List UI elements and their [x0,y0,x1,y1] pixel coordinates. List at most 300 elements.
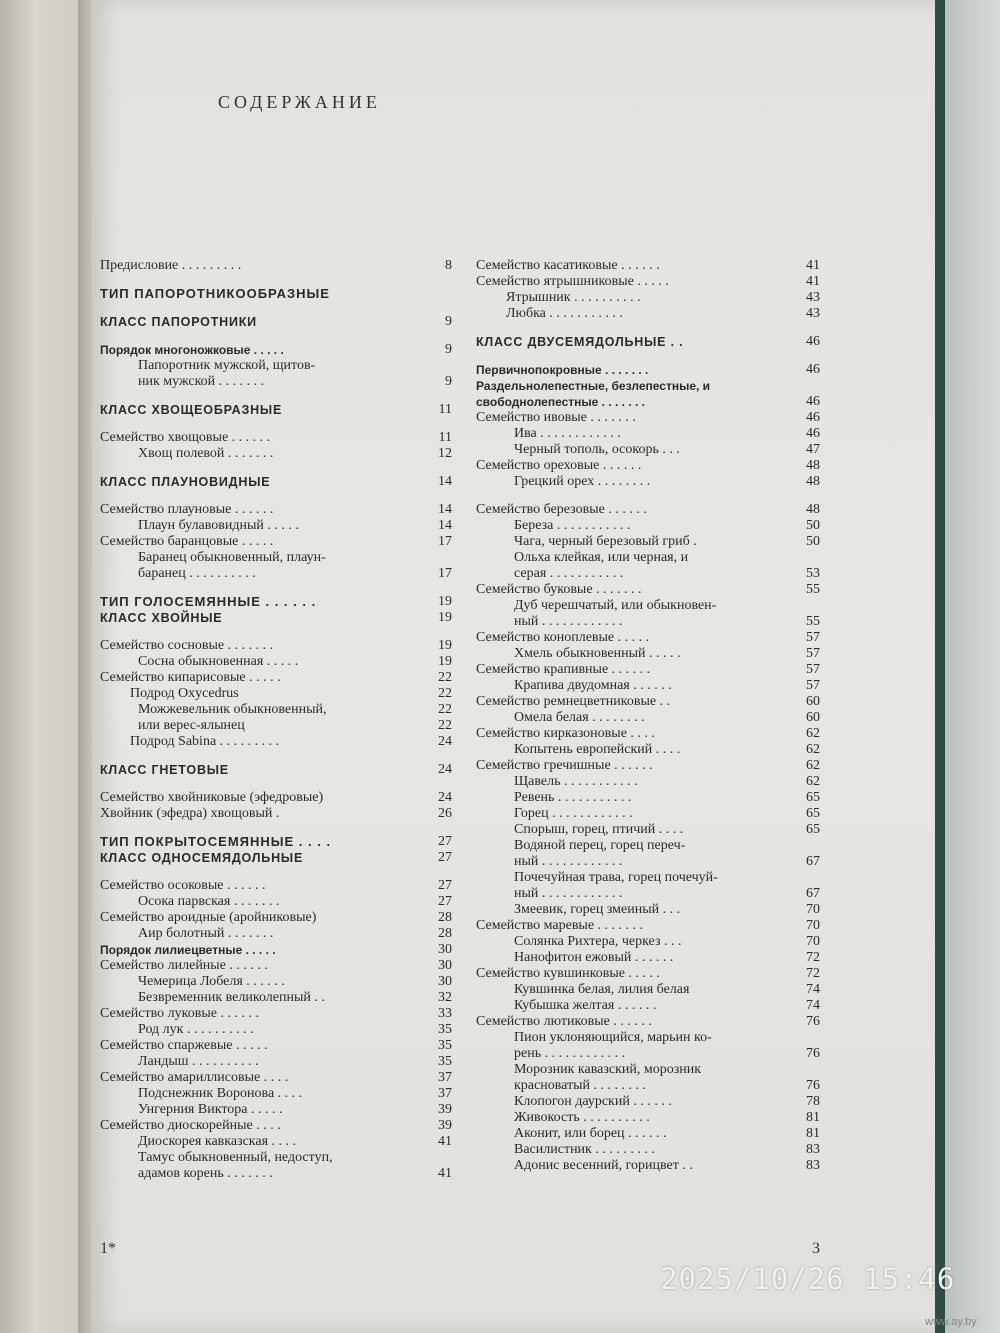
toc-entry [476,426,820,442]
toc-entry [100,342,452,358]
toc-entry-title: красноватый . . . . . . . . [514,1078,647,1093]
toc-entry-page: 60 [806,710,820,725]
page-title: СОДЕРЖАНИЕ [218,92,381,112]
toc-entry [476,774,820,790]
toc-entry-page: 72 [806,950,820,965]
toc-entry [100,1006,452,1022]
toc-entry-page: 8 [445,258,452,273]
toc-entry-title: Семейство ивовые . . . . . . . [476,410,636,425]
toc-entry-page: 17 [438,566,452,581]
toc-entry [476,758,820,774]
toc-entry [476,502,820,518]
toc-entry-page: 76 [806,1014,820,1029]
toc-entry-page: 27 [438,850,452,865]
toc-entry-title: Морозник кавазский, морозник [514,1062,702,1077]
toc-entry-page: 27 [438,894,452,909]
toc-entry-page: 28 [438,910,452,925]
toc-entry-page: 55 [806,614,820,629]
toc-entry [476,630,820,646]
toc-entry-title: Береза . . . . . . . . . . . [514,518,631,533]
toc-entry [476,274,820,290]
toc-entry-title: Сосна обыкновенная . . . . . [138,654,299,669]
toc-entry-title: свободнолепестные . . . . . . . [476,395,646,409]
toc-entry-page: 22 [438,670,452,685]
toc-entry [100,894,452,910]
toc-entry-title: Ревень . . . . . . . . . . . [514,790,632,805]
toc-entry-title: рень . . . . . . . . . . . . [514,1046,626,1061]
toc-entry [476,902,820,918]
toc-entry-title: Семейство ореховые . . . . . . [476,458,642,473]
toc-entry [100,718,452,734]
toc-entry-page: 62 [806,758,820,773]
toc-entry [100,850,452,866]
toc-entry [100,1102,452,1118]
toc-entry-page: 83 [806,1142,820,1157]
toc-entry-title: Семейство диоскорейные . . . . [100,1118,281,1133]
toc-entry [476,982,820,998]
toc-entry-page: 9 [445,342,452,357]
toc-entry [100,550,452,566]
toc-entry-title: Семейство плауновые . . . . . . [100,502,274,517]
toc-entry [476,1094,820,1110]
toc-entry-title: Клопогон даурский . . . . . . [514,1094,672,1109]
toc-entry-title: серая . . . . . . . . . . . [514,566,624,581]
toc-entry [476,1158,820,1174]
toc-entry-title: Семейство луковые . . . . . . [100,1006,259,1021]
toc-entry-title: адамов корень . . . . . . . [138,1166,273,1181]
toc-entry-title: Солянка Рихтера, черкез . . . [514,934,682,949]
toc-entry-title: Семейство березовые . . . . . . [476,502,647,517]
toc-entry-title: Семейство крапивные . . . . . . [476,662,651,677]
toc-entry-title: Семейство буковые . . . . . . . [476,582,642,597]
toc-entry-title: Кубышка желтая . . . . . . [514,998,657,1013]
toc-entry [476,1046,820,1062]
toc-entry-page: 11 [438,430,452,445]
toc-entry-page: 62 [806,774,820,789]
toc-entry-title: Первичнопокровные . . . . . . . [476,363,649,377]
toc-entry-title: Семейство маревые . . . . . . . [476,918,644,933]
toc-entry-title: Подснежник Воронова . . . . [138,1086,303,1101]
toc-entry [476,1110,820,1126]
toc-entry-title: ТИП ПАПОРОТНИКООБРАЗНЫЕ [100,286,330,301]
toc-entry-page: 27 [438,834,452,849]
toc-entry-page: 9 [445,314,452,329]
toc-entry-page: 74 [806,982,820,997]
toc-entry [100,358,452,374]
toc-entry-title: Кувшинка белая, лилия белая [514,982,690,997]
toc-entry-page: 41 [438,1134,452,1149]
toc-entry-title: Ятрышник . . . . . . . . . . [506,290,641,305]
toc-entry [100,1022,452,1038]
toc-entry [100,790,452,806]
toc-entry [100,474,452,490]
toc-entry [100,534,452,550]
toc-entry-title: Тамус обыкновенный, недоступ, [138,1150,333,1165]
toc-entry-title: Аир болотный . . . . . . . [138,926,274,941]
toc-entry-page: 43 [806,306,820,321]
toc-entry-title: Семейство ремнецветниковые . . [476,694,671,709]
toc-entry [476,790,820,806]
toc-entry-page: 62 [806,726,820,741]
toc-entry [476,518,820,534]
toc-entry-title: КЛАСС ПЛАУНОВИДНЫЕ [100,475,271,489]
toc-entry [100,594,452,610]
toc-entry-title: КЛАСС ХВОЙНЫЕ [100,611,223,625]
toc-entry [476,378,820,394]
toc-entry-title: Хвощ полевой . . . . . . . [138,446,274,461]
toc-entry-page: 14 [438,518,452,533]
toc-entry-page: 22 [438,718,452,733]
toc-entry-title: Водяной перец, горец переч- [514,838,686,853]
toc-entry [476,614,820,630]
toc-entry-title: Ольха клейкая, или черная, и [514,550,689,565]
toc-entry-page: 48 [806,474,820,489]
toc-entry-page: 37 [438,1070,452,1085]
toc-entry [100,1150,452,1166]
toc-entry [476,998,820,1014]
toc-entry [476,886,820,902]
toc-entry-page: 50 [806,518,820,533]
toc-entry-title: ный . . . . . . . . . . . . [514,614,623,629]
toc-entry [100,402,452,418]
toc-entry-page: 17 [438,534,452,549]
toc-entry [476,442,820,458]
toc-entry [100,686,452,702]
toc-entry-page: 46 [806,426,820,441]
toc-entry-page: 41 [806,258,820,273]
toc-entry-page: 70 [806,918,820,933]
book-cover-edge [935,0,945,1333]
toc-entry-title: Грецкий орех . . . . . . . . [514,474,651,489]
toc-entry [476,534,820,550]
toc-entry-title: ный . . . . . . . . . . . . [514,886,623,901]
toc-entry-page: 55 [806,582,820,597]
toc-entry-page: 14 [438,474,452,489]
toc-entry [100,1054,452,1070]
toc-entry-page: 74 [806,998,820,1013]
toc-right-column [476,258,820,1174]
toc-entry-page: 57 [806,646,820,661]
toc-entry [100,654,452,670]
toc-entry-page: 24 [438,734,452,749]
toc-entry-title: Осока парвская . . . . . . . [138,894,280,909]
toc-entry-page: 39 [438,1102,452,1117]
toc-entry-title: Дуб черешчатый, или обыкновен- [514,598,717,613]
toc-entry [476,1078,820,1094]
toc-entry-title: Подрод Sabina . . . . . . . . . [130,734,280,749]
toc-entry [100,502,452,518]
toc-entry-title: Ива . . . . . . . . . . . . [514,426,621,441]
page-number: 3 [812,1240,820,1257]
toc-entry [476,822,820,838]
toc-entry [100,610,452,626]
toc-entry [100,258,452,274]
toc-entry [100,878,452,894]
toc-entry-title: Семейство хвойниковые (эфедровые) [100,790,324,805]
toc-entry [476,1014,820,1030]
toc-entry-page: 35 [438,1038,452,1053]
toc-entry-page: 57 [806,678,820,693]
toc-entry [100,518,452,534]
toc-entry [476,1062,820,1078]
toc-entry-title: Семейство ятрышниковые . . . . . [476,274,669,289]
photo-timestamp: 2025/10/26 15:46 [660,1262,956,1296]
toc-entry-page: 19 [438,654,452,669]
toc-entry [100,1070,452,1086]
toc-entry [476,362,820,378]
toc-entry-page: 28 [438,926,452,941]
toc-entry-title: Щавель . . . . . . . . . . . [514,774,638,789]
toc-entry-title: Почечуйная трава, горец почечуй- [514,870,718,885]
toc-entry-title: Нанофитон ежовый . . . . . . [514,950,674,965]
toc-entry-page: 41 [806,274,820,289]
toc-entry-page: 72 [806,966,820,981]
toc-entry-title: Раздельнолепестные, безлепестные, и [476,379,711,393]
toc-entry-title: Ландыш . . . . . . . . . . [138,1054,259,1069]
toc-entry-title: Безвременник великолепный . . [138,990,325,1005]
toc-entry-title: Семейство кувшинковые . . . . . [476,966,660,981]
toc-entry-title: Змеевик, горец змеиный . . . [514,902,681,917]
toc-entry [476,854,820,870]
toc-entry-page: 22 [438,686,452,701]
toc-entry-page: 78 [806,1094,820,1109]
toc-entry-title: Семейство амариллисовые . . . . [100,1070,289,1085]
toc-entry [100,286,452,302]
toc-entry-title: Диоскорея кавказская . . . . [138,1134,297,1149]
toc-entry [100,314,452,330]
toc-entry [100,638,452,654]
toc-entry-page: 57 [806,630,820,645]
toc-entry [476,410,820,426]
toc-entry [476,918,820,934]
toc-entry [476,694,820,710]
toc-entry-title: КЛАСС ДВУСЕМЯДОЛЬНЫЕ . . [476,335,684,349]
toc-entry-page: 30 [438,958,452,973]
toc-entry [476,258,820,274]
toc-entry [476,662,820,678]
toc-entry-page: 62 [806,742,820,757]
toc-left-column [100,258,452,1182]
toc-entry-title: Семейство гречишные . . . . . . [476,758,653,773]
toc-entry-title: Семейство спаржевые . . . . . [100,1038,268,1053]
toc-entry-page: 70 [806,902,820,917]
toc-entry-page: 46 [806,394,820,409]
toc-entry [476,838,820,854]
toc-entry-title: Василистник . . . . . . . . . [514,1142,655,1157]
toc-entry-title: Семейство лютиковые . . . . . . [476,1014,652,1029]
toc-entry [476,290,820,306]
toc-entry-page: 76 [806,1078,820,1093]
toc-entry-title: Можжевельник обыкновенный, [138,702,327,717]
toc-entry-page: 81 [806,1126,820,1141]
toc-entry-title: Омела белая . . . . . . . . [514,710,645,725]
toc-entry-page: 47 [806,442,820,457]
toc-entry-title: КЛАСС ПАПОРОТНИКИ [100,315,257,329]
toc-entry-title: Род лук . . . . . . . . . . [138,1022,254,1037]
toc-entry-page: 19 [438,594,452,609]
toc-entry-title: Семейство баранцовые . . . . . [100,534,274,549]
toc-entry-title: Аконит, или борец . . . . . . [514,1126,667,1141]
toc-entry [476,474,820,490]
toc-entry-page: 41 [438,1166,452,1181]
toc-entry-page: 57 [806,662,820,677]
toc-entry-title: Порядок лилиецветные . . . . . [100,943,276,957]
toc-entry-title: Чага, черный березовый гриб . [514,534,697,549]
toc-entry [476,806,820,822]
toc-entry-title: Пион уклоняющийся, марьин ко- [514,1030,712,1045]
toc-entry-page: 35 [438,1054,452,1069]
toc-entry [476,582,820,598]
toc-entry-page: 12 [438,446,452,461]
toc-entry [100,974,452,990]
toc-entry-title: ТИП ГОЛОСЕМЯННЫЕ . . . . . . [100,594,317,609]
toc-entry [476,726,820,742]
toc-entry-page: 48 [806,502,820,517]
toc-entry [100,1118,452,1134]
toc-entry-page: 30 [438,942,452,957]
toc-entry-title: Хвойник (эфедра) хвощовый . [100,806,280,821]
toc-entry-page: 46 [806,362,820,377]
toc-entry [476,742,820,758]
toc-entry-title: Порядок многоножковые . . . . . [100,343,284,357]
toc-entry-page: 22 [438,702,452,717]
toc-entry-title: Баранец обыкновенный, плаун- [138,550,326,565]
toc-entry-page: 27 [438,878,452,893]
toc-entry-title: Семейство осоковые . . . . . . [100,878,266,893]
toc-entry-title: Семейство коноплевые . . . . . [476,630,650,645]
toc-entry-title: Папоротник мужской, щитов- [138,358,316,373]
toc-entry-title: КЛАСС ХВОЩЕОБРАЗНЫЕ [100,403,283,417]
toc-entry-page: 14 [438,502,452,517]
toc-entry [100,1086,452,1102]
toc-entry [100,910,452,926]
toc-entry-page: 19 [438,610,452,625]
toc-entry [476,678,820,694]
toc-entry-title: Живокость . . . . . . . . . . [514,1110,650,1125]
toc-entry [100,958,452,974]
toc-entry-page: 46 [806,410,820,425]
toc-entry-page: 70 [806,934,820,949]
toc-entry-page: 24 [438,762,452,777]
toc-entry-title: Крапива двудомная . . . . . . [514,678,672,693]
toc-entry-title: ный . . . . . . . . . . . . [514,854,623,869]
toc-entry-page: 11 [438,402,452,417]
toc-entry-page: 60 [806,694,820,709]
toc-entry [100,446,452,462]
toc-entry [476,950,820,966]
toc-entry [476,934,820,950]
toc-entry-page: 65 [806,790,820,805]
toc-entry-title: Семейство ароидные (аройниковые) [100,910,317,925]
toc-entry-page: 50 [806,534,820,549]
toc-entry-page: 67 [806,854,820,869]
toc-entry-title: баранец . . . . . . . . . . [138,566,256,581]
toc-entry [100,1038,452,1054]
toc-entry [100,1134,452,1150]
toc-entry [100,430,452,446]
toc-entry-page: 30 [438,974,452,989]
toc-entry-page: 43 [806,290,820,305]
toc-entry [476,334,820,350]
toc-entry-page: 39 [438,1118,452,1133]
toc-entry-title: КЛАСС ОДНОСЕМЯДОЛЬНЫЕ [100,851,304,865]
toc-entry-title: Семейство хвощовые . . . . . . [100,430,271,445]
toc-entry [476,566,820,582]
toc-entry [100,670,452,686]
toc-entry [100,702,452,718]
toc-entry [100,374,452,390]
toc-entry-title: Любка . . . . . . . . . . . [506,306,623,321]
toc-entry-page: 53 [806,566,820,581]
toc-entry [476,458,820,474]
toc-entry-page: 26 [438,806,452,821]
toc-entry [100,806,452,822]
toc-entry [476,870,820,886]
toc-entry-title: ТИП ПОКРЫТОСЕМЯННЫЕ . . . . [100,834,332,849]
toc-entry [100,762,452,778]
toc-entry-title: Хмель обыкновенный . . . . . [514,646,681,661]
toc-entry [476,966,820,982]
toc-entry-page: 67 [806,886,820,901]
previous-page-edge [0,0,90,1333]
toc-entry-title: ник мужской . . . . . . . [138,374,265,389]
toc-entry [100,834,452,850]
toc-entry [100,1166,452,1182]
toc-entry [100,566,452,582]
toc-entry-page: 65 [806,806,820,821]
toc-entry-page: 37 [438,1086,452,1101]
toc-entry-page: 65 [806,822,820,837]
toc-entry-title: Унгерния Виктора . . . . . [138,1102,283,1117]
toc-entry-page: 76 [806,1046,820,1061]
toc-entry-title: Копытень европейский . . . . [514,742,681,757]
toc-entry [476,1142,820,1158]
toc-entry-title: Семейство касатиковые . . . . . . [476,258,660,273]
toc-entry [476,646,820,662]
toc-entry-page: 32 [438,990,452,1005]
toc-entry-title: Семейство кирказоновые . . . . [476,726,655,741]
toc-entry-title: Плаун булавовидный . . . . . [138,518,299,533]
toc-entry [476,394,820,410]
toc-entry-title: Подрод Oxycedrus [130,686,239,701]
toc-entry-title: КЛАСС ГНЕТОВЫЕ [100,763,229,777]
toc-entry-title: Предисловие . . . . . . . . . [100,258,242,273]
toc-entry-title: Семейство сосновые . . . . . . . [100,638,274,653]
toc-entry-page: 9 [445,374,452,389]
toc-entry-title: Спорыш, горец, птичий . . . . [514,822,684,837]
toc-entry-page: 33 [438,1006,452,1021]
table-surface [945,0,1000,1333]
toc-entry-title: Чемерица Лобеля . . . . . . [138,974,285,989]
toc-entry-title: Семейство лилейные . . . . . . [100,958,268,973]
toc-entry [476,550,820,566]
toc-entry-title: Адонис весенний, горицвет . . [514,1158,693,1173]
toc-entry-page: 46 [806,334,820,349]
toc-entry-page: 24 [438,790,452,805]
toc-entry [476,1030,820,1046]
toc-entry [476,306,820,322]
toc-entry [100,990,452,1006]
toc-entry-page: 19 [438,638,452,653]
toc-entry-title: или верес-ялынец [138,718,245,733]
toc-entry [476,710,820,726]
watermark: www.ay.by [925,1316,977,1328]
toc-entry [100,734,452,750]
toc-entry [100,942,452,958]
toc-entry-title: Горец . . . . . . . . . . . . [514,806,633,821]
toc-entry-title: Черный тополь, осокорь . . . [514,442,680,457]
toc-entry-title: Семейство кипарисовые . . . . . [100,670,281,685]
